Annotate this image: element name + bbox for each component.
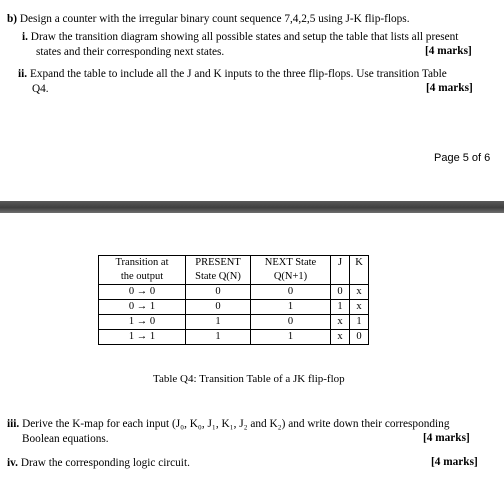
- part-b-text: Design a counter with the irregular binary count sequence 7,4,2,5 using J-K flip-flops.: [19, 13, 410, 25]
- cell-j: x: [331, 315, 350, 330]
- cell-present: 0: [186, 300, 251, 315]
- page-break-divider: [0, 201, 504, 213]
- cell-next: 1: [251, 300, 331, 315]
- question-i-label: i.: [22, 31, 28, 43]
- cell-transition: 0 → 1: [99, 300, 186, 315]
- cell-present: 1: [186, 330, 251, 345]
- cell-k: x: [350, 285, 369, 300]
- question-i-line2: states and their corresponding next states.: [36, 46, 225, 58]
- question-ii-line1: Expand the table to include all the J and K inputs to the three flip-flops. Use transition Table: [29, 68, 447, 80]
- table-row: [99, 285, 369, 300]
- cell-next: 1: [251, 330, 331, 345]
- question-iv-label: iv.: [7, 457, 18, 469]
- question-iii-line2: Boolean equations.: [22, 433, 109, 445]
- question-ii-marks: [4 marks]: [426, 82, 473, 94]
- header-k-blank: [350, 270, 369, 285]
- question-ii-line2: Q4.: [32, 83, 49, 95]
- page-number: Page 5 of 6: [434, 152, 491, 164]
- cell-present: 1: [186, 315, 251, 330]
- question-iv-marks: [4 marks]: [431, 456, 478, 468]
- question-iii-line1: Derive the K-map for each input (J₀, K₀, J₁, K₁, J₂ and K₂) and write down their corresponding: [22, 418, 450, 430]
- cell-j: x: [331, 330, 350, 345]
- table-row: [99, 315, 369, 330]
- cell-k: 1: [350, 315, 369, 330]
- table-row: [99, 330, 369, 345]
- header-k: K: [350, 256, 369, 271]
- cell-next: 0: [251, 285, 331, 300]
- table-caption: Table Q4: Transition Table of a JK flip-flop: [153, 373, 345, 385]
- header-transition-2: the output: [99, 270, 186, 285]
- question-i: [22, 30, 458, 44]
- question-ii: [18, 67, 447, 81]
- header-j: J: [331, 256, 350, 271]
- question-iv: [7, 456, 190, 470]
- cell-transition: 0 → 0: [99, 285, 186, 300]
- part-b-label: b): [7, 13, 18, 25]
- question-iii: [7, 417, 449, 431]
- header-next-2: Q(N+1): [251, 270, 331, 285]
- question-i-line1: Draw the transition diagram showing all possible states and setup the table that lists all present: [30, 31, 459, 43]
- header-present-2: State Q(N): [186, 270, 251, 285]
- cell-present: 0: [186, 285, 251, 300]
- table-row: [99, 300, 369, 315]
- question-i-marks: [4 marks]: [425, 45, 472, 57]
- table-header-row-2: [99, 270, 369, 285]
- cell-j: 0: [331, 285, 350, 300]
- question-iii-marks: [4 marks]: [423, 432, 470, 444]
- header-next-1: NEXT State: [251, 256, 331, 271]
- cell-k: 0: [350, 330, 369, 345]
- cell-next: 0: [251, 315, 331, 330]
- jk-transition-table: [98, 255, 369, 345]
- cell-transition: 1 → 0: [99, 315, 186, 330]
- question-ii-label: ii.: [18, 68, 28, 80]
- header-present-1: PRESENT: [186, 256, 251, 271]
- question-iv-text: Draw the corresponding logic circuit.: [20, 457, 190, 469]
- cell-transition: 1 → 1: [99, 330, 186, 345]
- header-transition-1: Transition at: [99, 256, 186, 271]
- part-b-question: [7, 12, 410, 26]
- cell-j: 1: [331, 300, 350, 315]
- table-header-row: [99, 256, 369, 271]
- question-iii-label: iii.: [7, 418, 20, 430]
- cell-k: x: [350, 300, 369, 315]
- header-j-blank: [331, 270, 350, 285]
